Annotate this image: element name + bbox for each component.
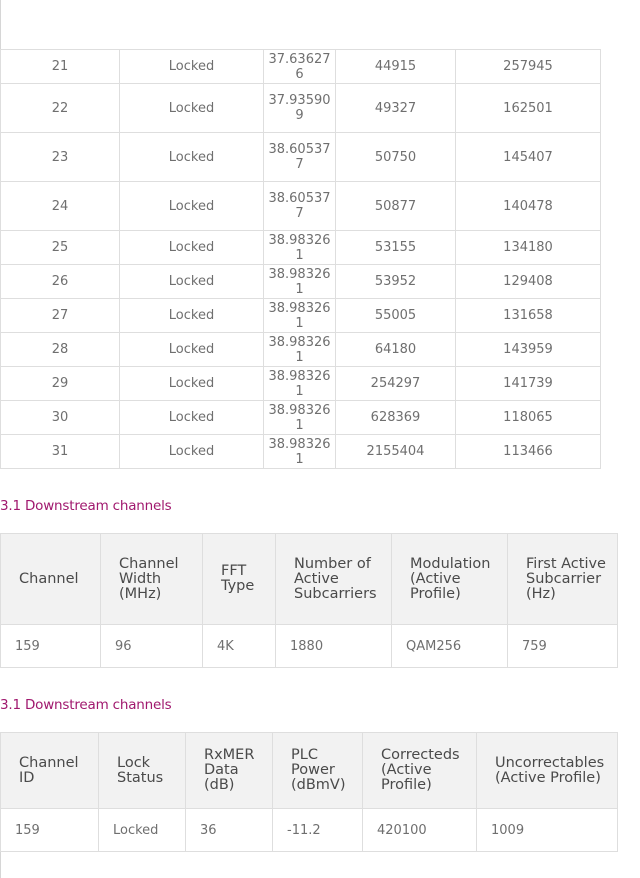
channel-id-cell: 23 — [1, 133, 120, 182]
page-left-border-bottom — [0, 852, 1, 878]
lock-status-cell: Locked — [120, 50, 264, 84]
channel-id-cell: 28 — [1, 333, 120, 367]
first-active-subcarrier-cell: 759 — [508, 625, 618, 668]
channel-id-cell: 31 — [1, 435, 120, 469]
col-header-correcteds: Correcteds (Active Profile) — [363, 733, 477, 809]
table-row — [1, 333, 601, 367]
table-row — [1, 265, 601, 299]
channel-id-cell: 159 — [1, 809, 99, 852]
corrected-cell: 64180 — [336, 333, 456, 367]
frequency-cell: 38.983261 — [264, 435, 336, 469]
table-row — [1, 84, 601, 133]
uncorrectable-cell: 257945 — [456, 50, 601, 84]
table-row — [1, 182, 601, 231]
uncorrectable-cell: 140478 — [456, 182, 601, 231]
uncorrectable-cell: 145407 — [456, 133, 601, 182]
lock-status-cell: Locked — [120, 133, 264, 182]
channel-id-cell: 30 — [1, 401, 120, 435]
lock-status-cell: Locked — [120, 299, 264, 333]
frequency-cell: 37.935909 — [264, 84, 336, 133]
corrected-cell: 53155 — [336, 231, 456, 265]
uncorrectable-cell: 113466 — [456, 435, 601, 469]
correcteds-cell: 420100 — [363, 809, 477, 852]
table-row — [1, 809, 618, 852]
lock-status-cell: Locked — [120, 265, 264, 299]
table-row — [1, 133, 601, 182]
lock-status-cell: Locked — [120, 182, 264, 231]
uncorrectable-cell: 118065 — [456, 401, 601, 435]
corrected-cell: 50750 — [336, 133, 456, 182]
col-header-channel: Channel — [1, 534, 101, 625]
channel-id-cell: 26 — [1, 265, 120, 299]
frequency-cell: 38.983261 — [264, 367, 336, 401]
col-header-plc-power: PLC Power (dBmV) — [273, 733, 363, 809]
corrected-cell: 254297 — [336, 367, 456, 401]
lock-status-cell: Locked — [120, 367, 264, 401]
table-row — [1, 231, 601, 265]
rxmer-cell: 36 — [186, 809, 273, 852]
ofdm-channel-table — [0, 533, 618, 668]
table-row — [1, 50, 601, 84]
frequency-cell: 37.636276 — [264, 50, 336, 84]
page-left-border-top — [0, 0, 1, 50]
corrected-cell: 50877 — [336, 182, 456, 231]
ofdm-status-section-title: 3.1 Downstream channels — [0, 697, 172, 713]
channel-id-cell: 21 — [1, 50, 120, 84]
table-header-row — [1, 733, 618, 809]
uncorrectable-cell: 131658 — [456, 299, 601, 333]
corrected-cell: 2155404 — [336, 435, 456, 469]
ofdm-status-table — [0, 732, 618, 852]
channel-width-cell: 96 — [101, 625, 203, 668]
ofdm-section-title: 3.1 Downstream channels — [0, 498, 172, 514]
table-row — [1, 625, 618, 668]
table-header-row — [1, 534, 618, 625]
frequency-cell: 38.983261 — [264, 401, 336, 435]
frequency-cell: 38.983261 — [264, 299, 336, 333]
lock-status-cell: Locked — [120, 333, 264, 367]
col-header-modulation: Modulation (Active Profile) — [392, 534, 508, 625]
corrected-cell: 55005 — [336, 299, 456, 333]
uncorrectable-cell: 129408 — [456, 265, 601, 299]
col-header-channel-width: Channel Width (MHz) — [101, 534, 203, 625]
lock-status-cell: Locked — [120, 84, 264, 133]
col-header-fft-type: FFT Type — [203, 534, 276, 625]
fft-type-cell: 4K — [203, 625, 276, 668]
downstream-channel-table — [0, 49, 601, 469]
plc-power-cell: -11.2 — [273, 809, 363, 852]
uncorrectables-cell: 1009 — [477, 809, 618, 852]
active-subcarriers-cell: 1880 — [276, 625, 392, 668]
lock-status-cell: Locked — [120, 435, 264, 469]
corrected-cell: 628369 — [336, 401, 456, 435]
col-header-first-active-subcarrier: First Active Subcarrier (Hz) — [508, 534, 618, 625]
lock-status-cell: Locked — [120, 231, 264, 265]
uncorrectable-cell: 143959 — [456, 333, 601, 367]
modulation-cell: QAM256 — [392, 625, 508, 668]
corrected-cell: 49327 — [336, 84, 456, 133]
channel-id-cell: 22 — [1, 84, 120, 133]
uncorrectable-cell: 141739 — [456, 367, 601, 401]
table-row — [1, 367, 601, 401]
col-header-rxmer: RxMER Data (dB) — [186, 733, 273, 809]
frequency-cell: 38.983261 — [264, 333, 336, 367]
frequency-cell: 38.983261 — [264, 265, 336, 299]
table-row — [1, 401, 601, 435]
frequency-cell: 38.605377 — [264, 182, 336, 231]
uncorrectable-cell: 162501 — [456, 84, 601, 133]
lock-status-cell: Locked — [120, 401, 264, 435]
channel-cell: 159 — [1, 625, 101, 668]
lock-status-cell: Locked — [99, 809, 186, 852]
channel-id-cell: 25 — [1, 231, 120, 265]
corrected-cell: 44915 — [336, 50, 456, 84]
frequency-cell: 38.605377 — [264, 133, 336, 182]
channel-id-cell: 29 — [1, 367, 120, 401]
col-header-channel-id: Channel ID — [1, 733, 99, 809]
col-header-uncorrectables: Uncorrectables (Active Profile) — [477, 733, 618, 809]
col-header-lock-status: Lock Status — [99, 733, 186, 809]
corrected-cell: 53952 — [336, 265, 456, 299]
channel-id-cell: 27 — [1, 299, 120, 333]
table-row — [1, 299, 601, 333]
uncorrectable-cell: 134180 — [456, 231, 601, 265]
table-row — [1, 435, 601, 469]
col-header-active-subcarriers: Number of Active Subcarriers — [276, 534, 392, 625]
frequency-cell: 38.983261 — [264, 231, 336, 265]
channel-id-cell: 24 — [1, 182, 120, 231]
